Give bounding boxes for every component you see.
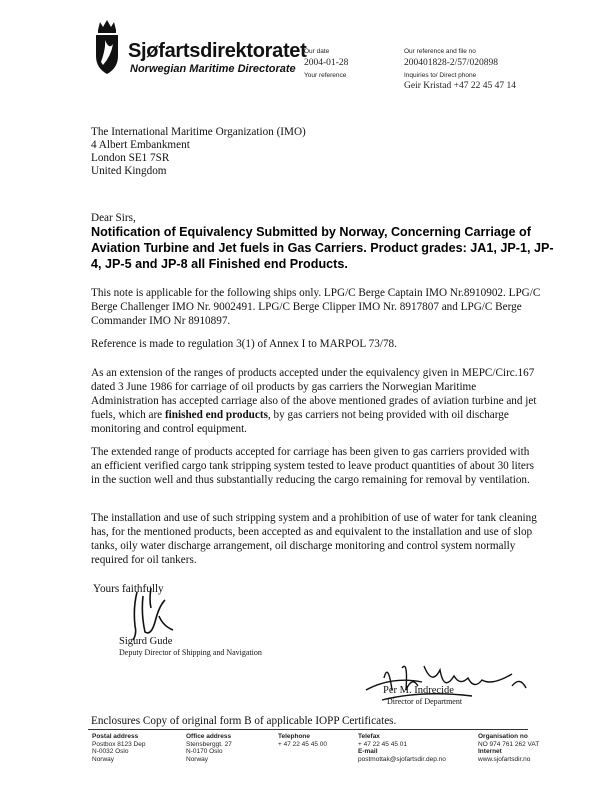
paragraph-range: The extended range of products accepted for carriage has been given to gas carriers provided with an efficient verified cargo tank stripping system tested to leave product quantities of about 30 liters in the suction well and thus substantially reducing the cargo remaining for removal by ventilation.	[91, 446, 534, 486]
footer-internet-head: Internet	[478, 748, 502, 756]
org-name: Sjøfartsdirektoratet	[128, 40, 307, 62]
inquiries: Geir Kristad +47 22 45 47 14	[404, 81, 516, 91]
our-date-label: Our date	[304, 48, 330, 55]
paragraph-reference: Reference is made to regulation 3(1) of Annex I to MARPOL 73/78.	[91, 338, 397, 350]
your-reference-label: Your reference	[304, 72, 347, 79]
footer-email-link[interactable]: postmottak@sjofartsdir.dep.no	[358, 755, 446, 763]
footer-telefax	[358, 733, 446, 763]
footer-internet-link[interactable]: www.sjofartsdir.no	[478, 755, 531, 763]
footer-telefax-line: + 47 22 45 45 01	[358, 740, 407, 748]
signatory1-name: Sigurd Gude	[119, 636, 173, 647]
footer-postal	[92, 733, 145, 763]
our-reference: 200401828-2/57/020898	[404, 58, 498, 68]
footer-postal-line: N-0032 Oslo	[92, 748, 129, 756]
letter-title: Notification of Equivalency Submitted by Norway, Concerning Carriage of Aviation Turbine and Jet fuels in Gas Carriers. Product grades: JA1, JP-1, JP-4, JP-5 and JP-8 all Finished end Products.	[91, 225, 554, 271]
addressee-line: United Kingdom	[91, 165, 167, 177]
paragraph-extension-text-1: As an extension of the ranges of products accepted under the equivalency given in MEPC/Circ.167 dated 3 June 1986 for carriage of oil products by gas carriers the Norwegian Maritime Administration has accepted carriage also of the above mentioned grades of aviation turbine and jet fuels, which are	[91, 367, 537, 421]
addressee-line: 4 Albert Embankment	[91, 139, 190, 151]
addressee-line: London SE1 7SR	[91, 152, 170, 164]
footer-office-line: Stensberggt. 27	[186, 740, 232, 748]
footer-telephone-line: + 47 22 45 45 00	[278, 740, 327, 748]
signatory2-name: Per M. Indrecide	[383, 685, 454, 696]
footer-organisation-line: NO 974 761 262 VAT	[478, 740, 540, 748]
our-date: 2004-01-28	[304, 58, 349, 68]
org-subtitle: Norwegian Maritime Directorate	[130, 63, 296, 75]
footer-organisation	[478, 733, 539, 763]
inquiries-label: Inquiries to/ Direct phone	[404, 72, 477, 79]
footer-telephone	[278, 733, 327, 748]
paragraph-extension-text-2: , by gas carriers not being provided with oil discharge monitoring and control equipment.	[91, 409, 509, 435]
footer-postal-head: Postal address	[92, 733, 139, 740]
addressee-line: The International Maritime Organization (IMO)	[91, 126, 306, 138]
footer-email-head: E-mail	[358, 748, 378, 756]
footer-telefax-head: Telefax	[358, 733, 380, 740]
paragraph-ships: This note is applicable for the following ships only. LPG/C Berge Captain IMO Nr.8910902. LPG/C Berge Challenger IMO Nr. 9002491. LPG/C Berge Clipper IMO Nr. 8917807 and LPG/C Berge Commander IMO Nr 8910897.	[91, 287, 541, 327]
footer-divider	[88, 729, 528, 730]
our-reference-label: Our reference and file no	[404, 48, 476, 55]
footer-telephone-head: Telephone	[278, 733, 311, 740]
footer-organisation-head: Organisation no	[478, 733, 528, 740]
footer-postal-line: Postbox 8123 Dep	[92, 740, 146, 748]
footer-office-line: Norway	[186, 755, 209, 763]
paragraph-extension-bold: finished end products	[164, 409, 268, 421]
paragraph-installation: The installation and use of such stripping system and a prohibition of use of water for tank cleaning has, for the mentioned products, been accepted as and equivalent to the installation and use of slop tanks, oily water discharge arrangement, oil discharge monitoring and control system normally required for oil tankers.	[91, 512, 537, 566]
footer-office-line: N-0170 Oslo	[186, 748, 223, 756]
crest-logo-icon	[93, 18, 121, 78]
footer-office-head: Office address	[186, 733, 232, 740]
signatory2-title: Director of Department	[387, 697, 463, 706]
closing: Yours faithfully	[93, 583, 164, 595]
signatory1-title: Deputy Director of Shipping and Navigation	[119, 648, 262, 657]
paragraph-extension	[91, 366, 541, 436]
footer-office	[186, 733, 232, 763]
footer-postal-line: Norway	[92, 755, 115, 763]
salutation: Dear Sirs,	[91, 212, 136, 224]
enclosures: Enclosures Copy of original form B of applicable IOPP Certificates.	[91, 715, 397, 727]
